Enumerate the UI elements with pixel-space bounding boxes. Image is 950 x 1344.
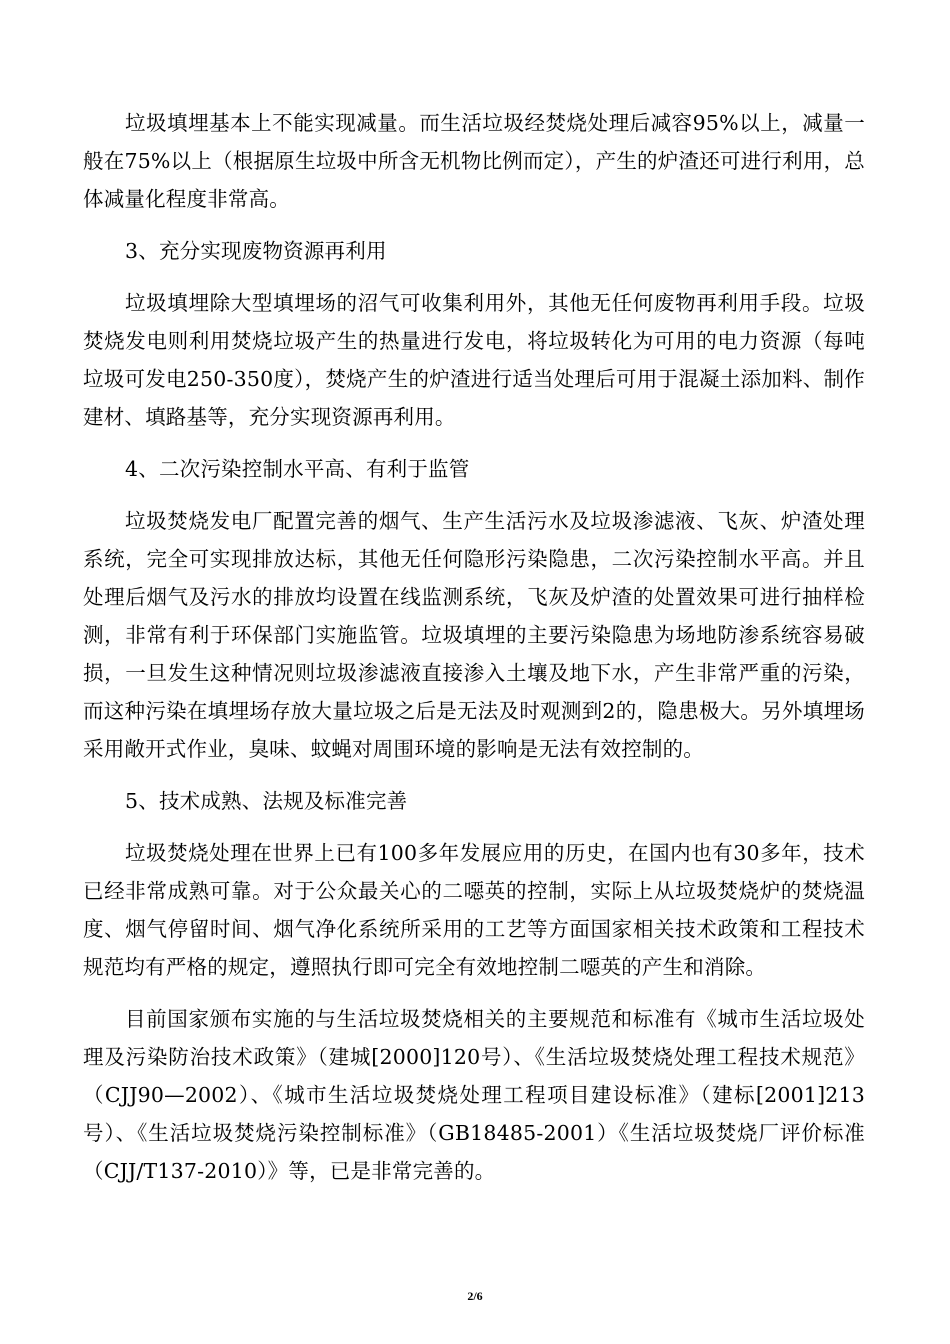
paragraph-pollution-control: 垃圾焚烧发电厂配置完善的烟气、生产生活污水及垃圾渗滤液、飞灰、炉渣处理系统，完全可实现排放达标，其他无任何隐形污染隐患，二次污染控制水平高。并且处理后烟气及污水的排放均设置在线监测系统，飞灰及炉渣的处置效果可进行抽样检测，非常有利于环保部门实施监管。垃圾填埋的主要污染隐患为场地防渗系统容易破损，一旦发生这种情况则垃圾渗滤液直接渗入土壤及地下水，产生非常严重的污染，而这种污染在填埋场存放大量垃圾之后是无法及时观测到2的，隐患极大。另外填埋场采用敞开式作业，臭味、蚊蝇对周围环境的影响是无法有效控制的。 [83,509,865,761]
paragraph-standards: 目前国家颁布实施的与生活垃圾焚烧相关的主要规范和标准有《城市生活垃圾处理及污染防治技术政策》（建城[2000]120号）、《生活垃圾焚烧处理工程技术规范》（CJJ90—2002）、《城市生活垃圾焚烧处理工程项目建设标准》（建标[2001]213号）、《生活垃圾焚烧污染控制标准》（GB18485-2001）《生活垃圾焚烧厂评价标准（CJJ/T137-2010）》等，已是非常完善的。 [83,1007,865,1183]
document-body [83,104,865,1204]
heading-resource-reuse: 3、充分实现废物资源再利用 [125,239,387,263]
heading-pollution-control: 4、二次污染控制水平高、有利于监管 [125,457,470,481]
page-number: 2/6 [467,1289,483,1303]
paragraph-mature-technology: 垃圾焚烧处理在世界上已有100多年发展应用的历史，在国内也有30多年，技术已经非常成熟可靠。对于公众最关心的二噁英的控制，实际上从垃圾焚烧炉的焚烧温度、烟气停留时间、烟气净化系统所采用的工艺等方面国家相关技术政策和工程技术规范均有严格的规定，遵照执行即可完全有效地控制二噁英的产生和消除。 [83,841,865,979]
heading-mature-technology: 5、技术成熟、法规及标准完善 [125,789,408,813]
paragraph-resource-reuse: 垃圾填埋除大型填埋场的沼气可收集利用外，其他无任何废物再利用手段。垃圾焚烧发电则利用焚烧垃圾产生的热量进行发电，将垃圾转化为可用的电力资源（每吨垃圾可发电250-350度），焚烧产生的炉渣进行适当处理后可用于混凝土添加料、制作建材、填路基等，充分实现资源再利用。 [83,291,865,429]
paragraph-volume-reduction: 垃圾填埋基本上不能实现减量。而生活垃圾经焚烧处理后减容95%以上，减量一般在75%以上（根据原生垃圾中所含无机物比例而定），产生的炉渣还可进行利用，总体减量化程度非常高。 [83,111,865,211]
